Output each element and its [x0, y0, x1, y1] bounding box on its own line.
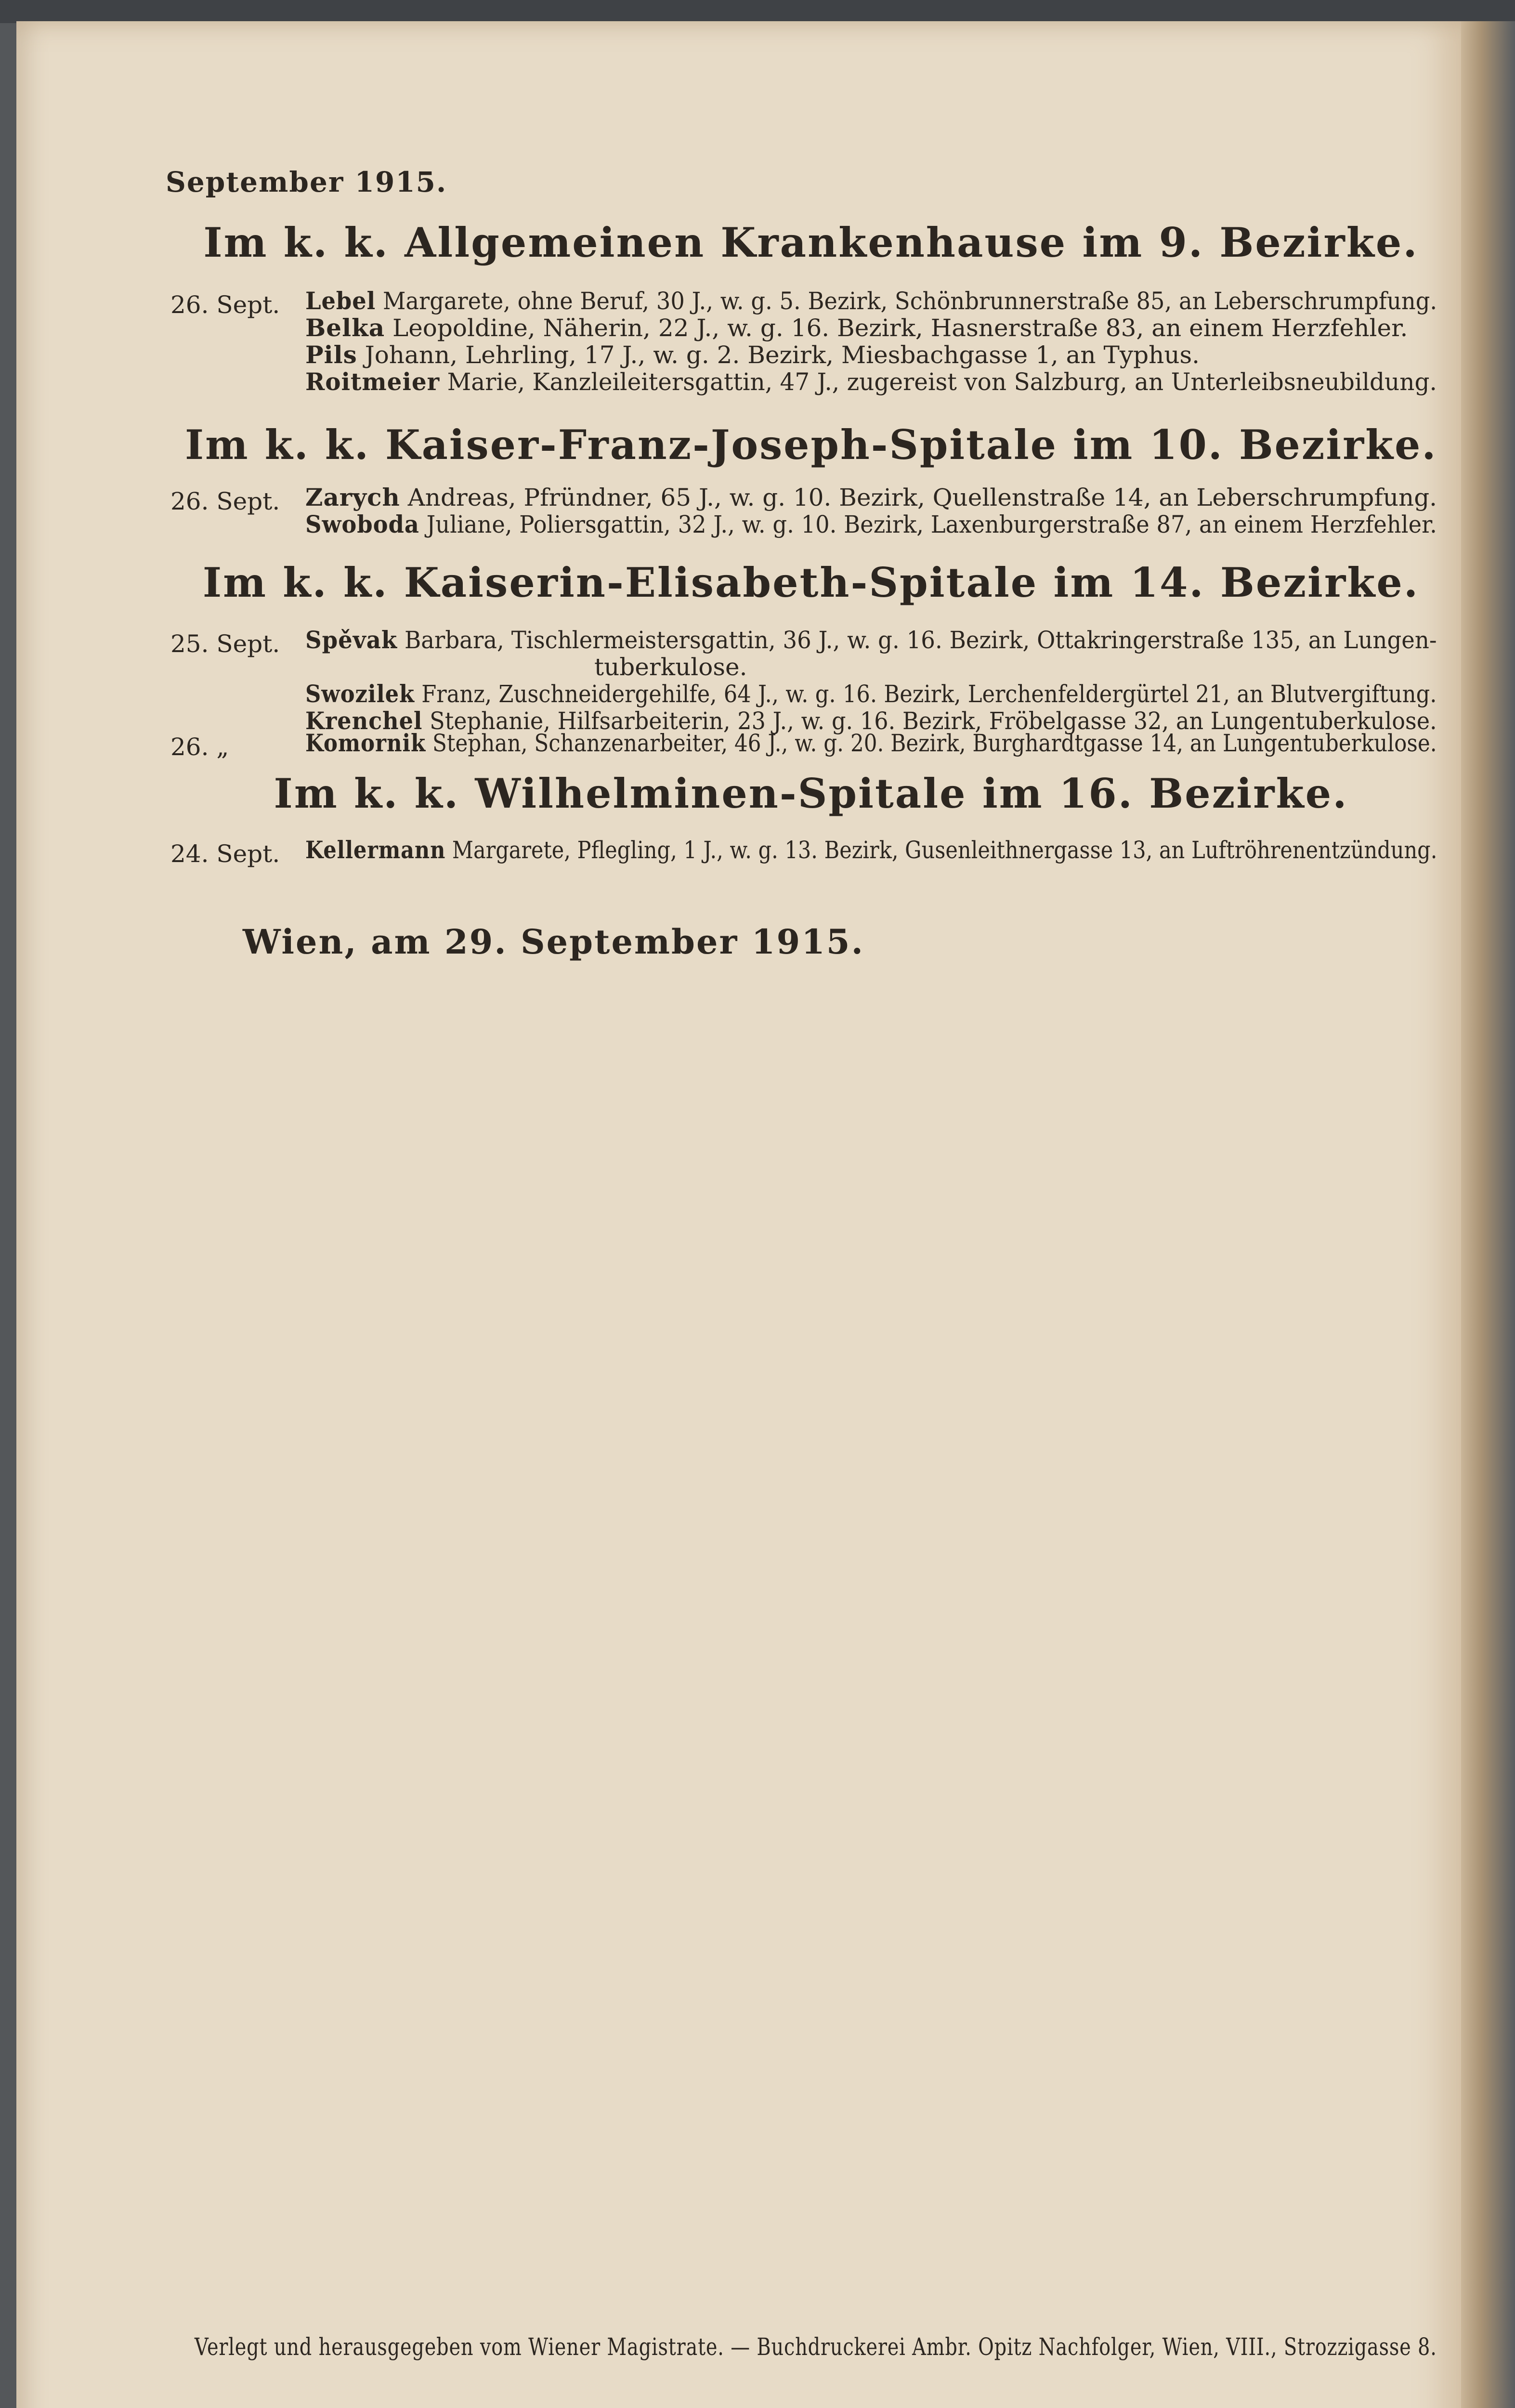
entry-date: 26. Sept.: [170, 291, 280, 319]
entry: [305, 485, 1437, 510]
entry: [305, 512, 1437, 537]
entry-name: Krenchel: [305, 707, 423, 735]
entry-name: Pils: [305, 340, 357, 369]
entry-date: 25. Sept.: [170, 630, 280, 658]
entry-text: Juliane, Poliersgattin, 32 J., w. g. 10. Bezirk, Laxenburgerstraße 87, an einem Herzfehler.: [426, 510, 1437, 538]
entry-text: Marie, Kanzleileitersgattin, 47 J., zugereist von Salzburg, an Unterleibsneubildung.: [447, 368, 1437, 396]
entry: [305, 367, 1437, 396]
entry-date: 26. Sept.: [170, 487, 280, 515]
entry-text: Stephanie, Hilfsarbeiterin, 23 J., w. g. 16. Bezirk, Fröbelgasse 32, an Lungentuberkulose.: [430, 707, 1437, 735]
entry-text: Andreas, Pfründner, 65 J., w. g. 10. Bezirk, Quellenstraße 14, an Leberschrumpfung.: [407, 484, 1437, 511]
entry: [305, 289, 1437, 313]
section-title-allgemeines-krankenhaus: Im k. k. Allgemeinen Krankenhause im 9. Bezirke.: [203, 219, 1419, 266]
entry-name: Zarych: [305, 483, 400, 511]
section-title-wilhelminen-spital: Im k. k. Wilhelminen-Spitale im 16. Bezirke.: [274, 770, 1348, 817]
publisher-imprint: Verlegt und herausgegeben vom Wiener Magistrate. — Buchdruckerei Ambr. Opitz Nachfolger, Wien, VIII., Strozzigasse 8.: [195, 2333, 1437, 2361]
entry: [305, 731, 1437, 755]
entry: [305, 628, 1437, 652]
entry-date: 24. Sept.: [170, 840, 280, 868]
entry-text: Stephan, Schanzenarbeiter, 46 J., w. g. 20. Bezirk, Burghardtgasse 14, an Lungentuberkulose.: [432, 729, 1437, 757]
entry: [305, 838, 1437, 862]
entry-name: Lebel: [305, 287, 376, 315]
entry-name: Swoboda: [305, 510, 419, 538]
entry-text: Margarete, Pflegling, 1 J., w. g. 13. Bezirk, Gusenleithnergasse 13, an Luftröhrenentzündung.: [452, 836, 1437, 864]
entry-continuation: tuberkulose.: [594, 653, 747, 681]
document-page: [16, 21, 1461, 2408]
section-title-kaiserin-elisabeth-spital: Im k. k. Kaiserin-Elisabeth-Spitale im 14. Bezirke.: [202, 559, 1420, 606]
entry-text: Margarete, ohne Beruf, 30 J., w. g. 5. Bezirk, Schönbrunnerstraße 85, an Leberschrumpfung.: [382, 287, 1437, 315]
entry-name: Spěvak: [305, 626, 398, 654]
entry-name: Swozilek: [305, 680, 415, 708]
entry-text: Barbara, Tischlermeistersgattin, 36 J., w. g. 16. Bezirk, Ottakringerstraße 135, an Lungen-: [404, 626, 1437, 654]
page-header-month: September 1915.: [166, 166, 447, 198]
entry: [305, 340, 1200, 369]
entry-name: Komornik: [305, 729, 426, 757]
closing-place-date: Wien, am 29. September 1915.: [243, 922, 864, 962]
entry-name: Roitmeier: [305, 367, 440, 396]
entry-name: Belka: [305, 314, 385, 342]
page-edge: [1459, 21, 1515, 2408]
entry-text: Franz, Zuschneidergehilfe, 64 J., w. g. 16. Bezirk, Lerchenfeldergürtel 21, an Blutvergiftung.: [421, 680, 1437, 708]
scan-border-top: [0, 0, 1515, 23]
entry-text: Leopoldine, Näherin, 22 J., w. g. 16. Bezirk, Hasnerstraße 83, an einem Herzfehler.: [392, 314, 1408, 342]
entry-text: Johann, Lehrling, 17 J., w. g. 2. Bezirk, Miesbachgasse 1, an Typhus.: [365, 341, 1200, 369]
entry-date: 26. „: [170, 733, 229, 761]
section-title-kaiser-franz-joseph-spital: Im k. k. Kaiser-Franz-Joseph-Spitale im 10. Bezirke.: [185, 421, 1437, 469]
entry: [305, 682, 1437, 706]
entry-name: Kellermann: [305, 836, 446, 864]
entry: [305, 316, 1408, 340]
